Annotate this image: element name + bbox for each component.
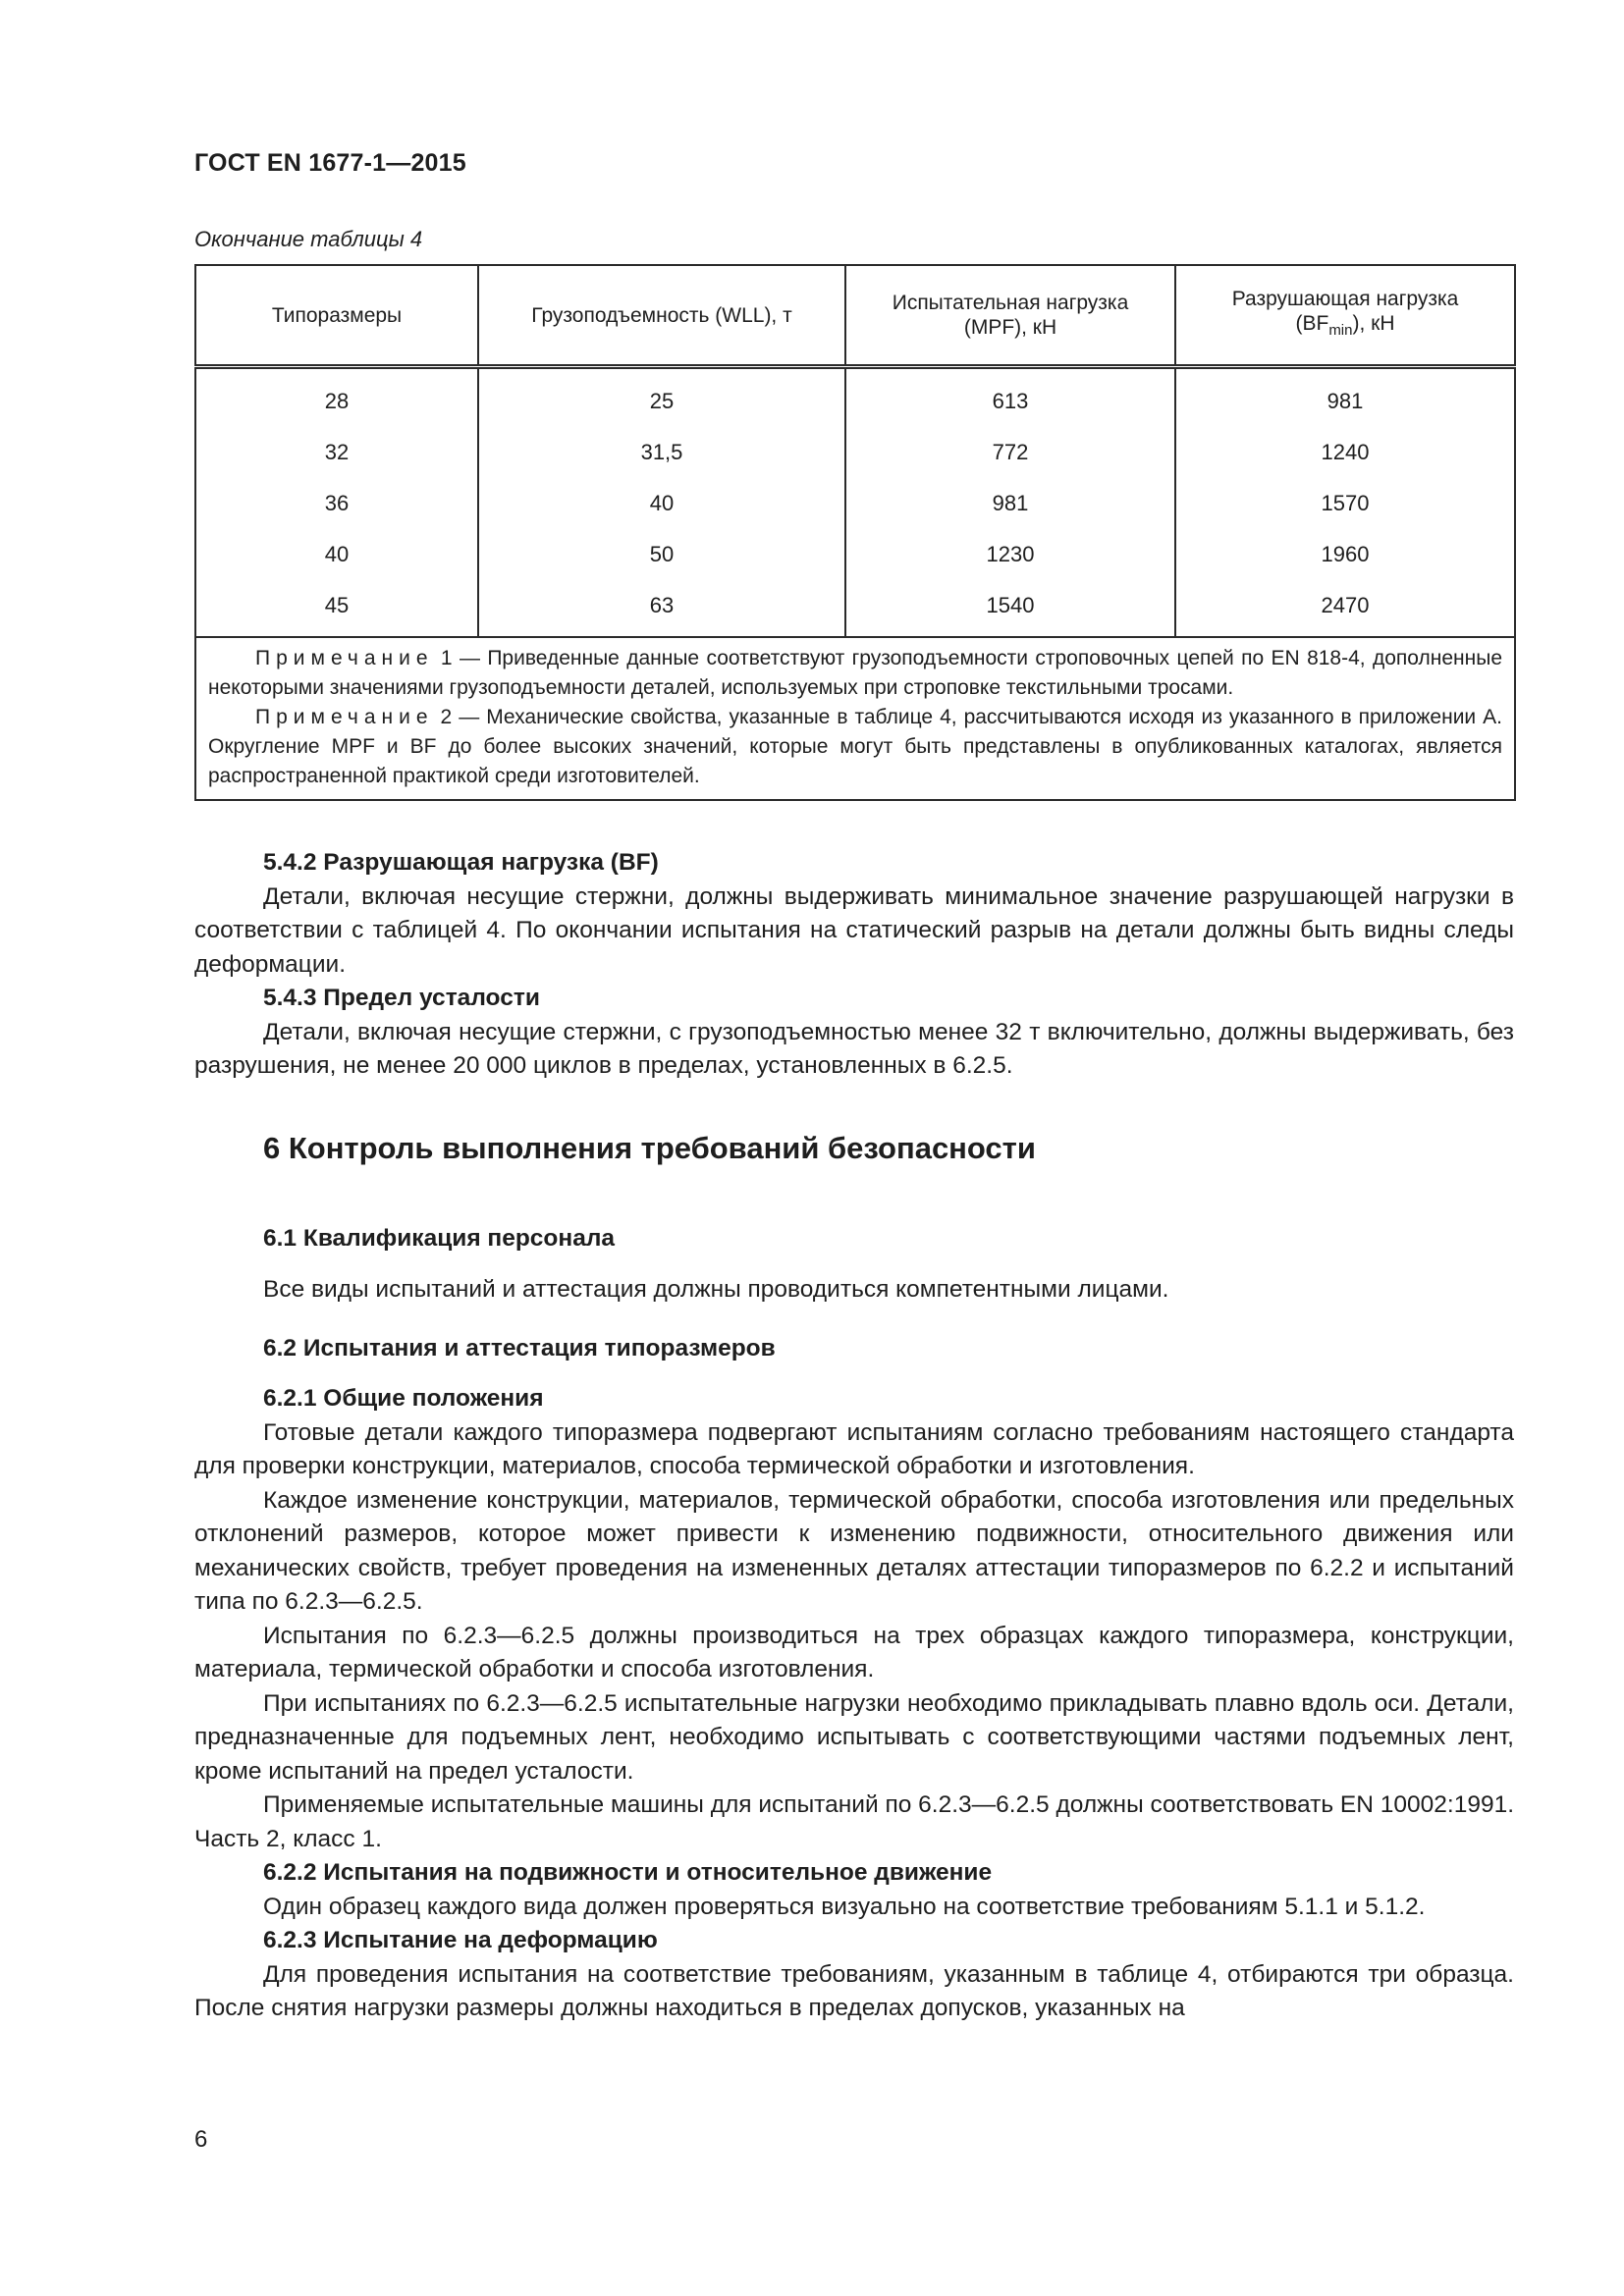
table-cell: 981 xyxy=(1175,367,1515,428)
section-6-title xyxy=(194,1132,1514,1166)
table-cell: 31,5 xyxy=(478,427,845,478)
table-caption: Окончание таблицы 4 xyxy=(194,227,423,251)
table-cell: 32 xyxy=(195,427,478,478)
table-cell: 40 xyxy=(478,478,845,529)
table-cell: 63 xyxy=(478,580,845,637)
table-cell: 1230 xyxy=(845,529,1175,580)
table-cell: 772 xyxy=(845,427,1175,478)
table-row xyxy=(195,580,1515,637)
note-label: Примечание xyxy=(255,647,434,669)
table-row xyxy=(195,367,1515,428)
col-header-size: Типоразмеры xyxy=(195,265,478,367)
paragraph: Все виды испытаний и аттестация должны проводиться компетентными лицами. xyxy=(263,1275,1169,1303)
table-cell: 1960 xyxy=(1175,529,1515,580)
document-id: ГОСТ EN 1677-1—2015 xyxy=(194,149,466,177)
section-6-2 xyxy=(194,1332,1514,1366)
paragraph: Детали, включая несущие стержни, должны выдерживать минимальное значение разрушающей нагрузки в соответствии с таблицей 4. По окончании испытания на статический разрыв на детали должны быть видны следы деформации. xyxy=(194,882,1514,978)
heading-6: 6 Контроль выполнения требований безопасности xyxy=(263,1131,1036,1165)
table-cell: 1540 xyxy=(845,580,1175,637)
table-cell: 1240 xyxy=(1175,427,1515,478)
table-row xyxy=(195,529,1515,580)
table-cell: 1570 xyxy=(1175,478,1515,529)
paragraph: Испытания по 6.2.3—6.2.5 должны производиться на трех образцах каждого типоразмера, конструкции, материала, термической обработки и способа изготовления. xyxy=(194,1622,1514,1682)
heading-6-1: 6.1 Квалификация персонала xyxy=(263,1225,616,1252)
table-cell: 981 xyxy=(845,478,1175,529)
heading-6-2-1: 6.2.1 Общие положения xyxy=(263,1385,544,1412)
table-cell: 50 xyxy=(478,529,845,580)
paragraph: Каждое изменение конструкции, материалов, термической обработки, способа изготовления или предельных отклонений размеров, которое может привести к изменению подвижности, относительного движения или механических свойств, требует проведения на измененных деталях аттестации типоразмеров по 6.2.2 и испытаний типа по 6.2.3—6.2.5. xyxy=(194,1486,1514,1615)
paragraph: Применяемые испытательные машины для испытаний по 6.2.3—6.2.5 должны соответствовать EN 10002:1991. Часть 2, класс 1. xyxy=(194,1791,1514,1852)
table-cell: 2470 xyxy=(1175,580,1515,637)
paragraph: При испытаниях по 6.2.3—6.2.5 испытательные нагрузки необходимо прикладывать плавно вдоль оси. Детали, предназначенные для подъемных лент, необходимо испытывать с соответствующими частями подъемных лент, кроме испытаний на предел усталости. xyxy=(194,1689,1514,1785)
table-header-row xyxy=(195,265,1515,367)
table-row xyxy=(195,478,1515,529)
heading-5-4-3: 5.4.3 Предел усталости xyxy=(263,985,540,1011)
table-cell: 45 xyxy=(195,580,478,637)
col-header-bf: Разрушающая нагрузка $(BF_{min})$, кН xyxy=(1175,265,1515,367)
col-header-wll: Грузоподъемность (WLL), т xyxy=(478,265,845,367)
table-cell: 28 xyxy=(195,367,478,428)
section-6-1 xyxy=(194,1222,1514,1307)
table-notes-row xyxy=(195,637,1515,800)
table-cell: 613 xyxy=(845,367,1175,428)
table-row xyxy=(195,427,1515,478)
col-header-mpf: Испытательная нагрузка (MPF), кН xyxy=(845,265,1175,367)
heading-5-4-2: 5.4.2 Разрушающая нагрузка (BF) xyxy=(263,849,659,876)
table-cell: 40 xyxy=(195,529,478,580)
heading-6-2-2: 6.2.2 Испытания на подвижности и относительное движение xyxy=(263,1859,993,1886)
section-6-2-1 xyxy=(194,1382,1514,2026)
table-4 xyxy=(194,264,1516,801)
paragraph: Один образец каждого вида должен проверяться визуально на соответствие требованиям 5.1.1 и 5.1.2. xyxy=(263,1893,1426,1920)
sections-5-4 xyxy=(194,846,1514,1084)
page-number: 6 xyxy=(194,2126,208,2153)
paragraph: Для проведения испытания на соответствие требованиям, указанным в таблице 4, отбираются три образца. После снятия нагрузки размеры должны находиться в пределах допусков, указанных на xyxy=(194,1960,1514,2021)
table-note-1: Примечание 1 — Приведенные данные соответствуют грузоподъемности строповочных цепей по EN 818-4, дополненные некоторыми значениями грузоподъемности деталей, используемых при строповке текстильными тросами. xyxy=(208,647,1502,699)
heading-6-2-3: 6.2.3 Испытание на деформацию xyxy=(263,1927,658,1953)
paragraph: Детали, включая несущие стержни, с грузоподъемностью менее 32 т включительно, должны выдерживать, без разрушения, не менее 20 000 циклов в пределах, установленных в 6.2.5. xyxy=(194,1018,1514,1079)
heading-6-2: 6.2 Испытания и аттестация типоразмеров xyxy=(263,1335,776,1362)
note-label: Примечание xyxy=(255,706,434,728)
table-cell: 36 xyxy=(195,478,478,529)
table-cell: 25 xyxy=(478,367,845,428)
table-note-2: Примечание 2 — Механические свойства, указанные в таблице 4, рассчитываются исходя из указанного в приложении А. Округление MPF и BF до более высоких значений, которые могут быть представлены в опубликованных каталогах, является распространенной практикой среди изготовителей. xyxy=(208,706,1502,787)
table-notes xyxy=(195,637,1515,800)
paragraph: Готовые детали каждого типоразмера подвергают испытаниям согласно требованиям настоящего стандарта для проверки конструкции, материалов, способа термической обработки и изготовления. xyxy=(194,1418,1514,1479)
